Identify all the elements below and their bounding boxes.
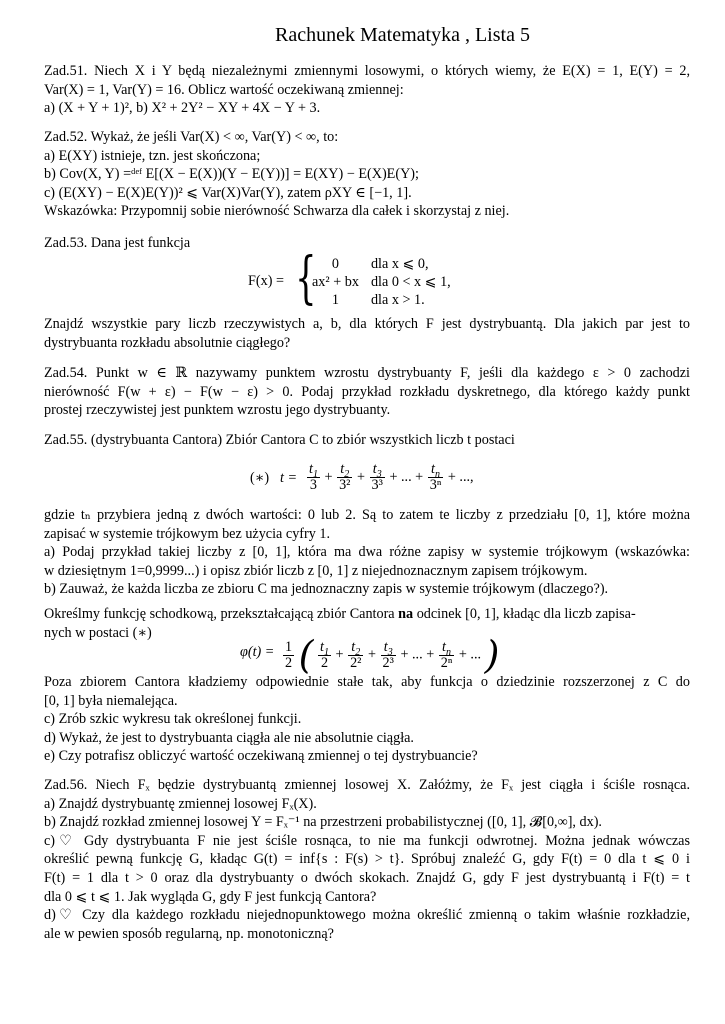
text-line: Wskazówka: Przypomnij sobie nierówność Schwarza dla całek i skorzystaj z niej. bbox=[44, 203, 510, 220]
series-tail: + ... bbox=[458, 646, 482, 663]
text-line: b) Znajdź rozkład zmiennej losowej Y = Fₓ⁻¹ na przestrzeni probabilistycznej ([0, 1], 𝓑[0,∞], dx). bbox=[44, 814, 602, 831]
cases-table bbox=[312, 255, 463, 309]
case-condition: dla x ⩽ 0, bbox=[370, 256, 429, 272]
problem-55-questions bbox=[44, 673, 690, 766]
text-line: c) (E(XY) − E(X)E(Y))² ⩽ Var(X)Var(Y), zatem ρXY ∈ [−1, 1]. bbox=[44, 184, 412, 201]
text-line: Zad.55. (dystrybuanta Cantora) Zbiór Cantora C to zbiór wszystkich liczb t postaci bbox=[44, 432, 515, 448]
text-line: a) Znajdź dystrybuantę zmiennej losowej Fₓ(X). bbox=[44, 795, 317, 812]
case-condition: dla 0 < x ⩽ 1, bbox=[370, 274, 451, 290]
text-line: w dziesiętnym 1=0,9999...) i opisz zbiór liczb z [0, 1] z niejednoznacznym zapisem trójkowym. bbox=[44, 562, 588, 579]
fraction bbox=[348, 640, 363, 671]
text-line: F(t) = 1 dla t > 0 oraz dla dystrybuanty o dwóch skokach. Znajdź G, gdy F jest dystrybuantą i F(t) = t bbox=[44, 869, 690, 886]
right-paren: ) bbox=[484, 633, 500, 677]
ellipsis: + ... + bbox=[389, 468, 424, 485]
text-line: Znajdź wszystkie pary liczb rzeczywistych a, b, dla których F jest dystrybuantą. Dla jakich par jest to bbox=[44, 316, 690, 332]
subscript: 1 bbox=[312, 468, 318, 480]
text-line: d) Wykaż, że jest to dystrybuanta ciągła ale nie absolutnie ciągła. bbox=[44, 729, 414, 746]
problem-55-text bbox=[44, 506, 690, 642]
fraction bbox=[307, 462, 320, 493]
text-line: nierówność F(w + ε) − F(w − ε) > 0. Podaj przykład rozkładu dyskretnego, dla którego każdy punkt bbox=[44, 383, 690, 400]
fraction bbox=[439, 640, 455, 671]
equation-label: (∗) bbox=[250, 470, 270, 486]
cantor-function-formula bbox=[240, 632, 500, 677]
case-condition: dla x > 1. bbox=[370, 292, 425, 308]
text-line: określić pewną funkcję G, kładąc G(t) = inf{s : F(s) > t}. Spróbuj znaleźć G, gdy F(t) = 0 dla t ⩽ 0 i bbox=[44, 851, 690, 868]
text-line: e) Czy potrafisz obliczyć wartość oczekiwaną zmiennej o tej dystrybuancie? bbox=[44, 748, 478, 765]
denominator: 3² bbox=[339, 477, 351, 493]
fraction bbox=[381, 640, 396, 671]
numerator: t bbox=[309, 461, 313, 477]
numerator: t bbox=[351, 638, 356, 655]
denominator: 2 bbox=[320, 654, 329, 671]
problem-52 bbox=[44, 128, 690, 221]
text-line: nych w postaci (∗) bbox=[44, 624, 152, 641]
text-span: odcinek [0, 1], kładąc dla liczb zapisa- bbox=[413, 605, 636, 622]
problem-55 bbox=[44, 431, 690, 450]
bold-word: na bbox=[398, 605, 414, 622]
numerator: t bbox=[442, 638, 446, 655]
text-line: dla 0 ⩽ t ⩽ 1. Jak wygląda G, gdy F jest funkcją Cantora? bbox=[44, 888, 377, 905]
subscript: 1 bbox=[323, 646, 329, 658]
text-line: prostej rzeczywistej jest punktem wzrostu jego dystrybuanty. bbox=[44, 402, 391, 419]
text-line: c)♡ Gdy dystrybuanta F nie jest ściśle rosnąca, to nie ma funkcji odwrotnej. Można jednak wówczas bbox=[44, 832, 690, 849]
ellipsis: + ... + bbox=[400, 646, 435, 663]
case-value: 0 bbox=[331, 256, 340, 272]
text-line: Var(X) = 1, Var(Y) = 16. Oblicz wartość oczekiwaną zmiennej: bbox=[44, 81, 404, 98]
denominator: 3ⁿ bbox=[429, 477, 442, 493]
text-line: a) (X + Y + 1)², b) X² + 2Y² − XY + 4X − Y + 3. bbox=[44, 100, 321, 117]
fraction bbox=[283, 640, 294, 671]
subscript: 2 bbox=[344, 468, 350, 480]
formula-lhs: F(x) = bbox=[248, 273, 284, 289]
subscript: n bbox=[434, 468, 440, 480]
denominator: 2² bbox=[350, 654, 362, 671]
page-title: Rachunek Matematyka , Lista 5 bbox=[275, 24, 530, 46]
text-line: Zad.54. Punkt w ∈ ℝ nazywamy punktem wzrostu dystrybuanty F, jeśli dla każdego ε > 0 zachodzi bbox=[44, 365, 690, 381]
denominator: 3 bbox=[309, 477, 318, 493]
formula-rhs: $\frac{1}{2}$ ( $\frac{t_1}{2}$ + $\frac{t_2}{\text{2²}}$ + $\frac{t_3}{\text{2³}}$ + ... + $\frac{t_n}{\text{2ⁿ}}$ + ... ) bbox=[285, 633, 500, 677]
text-line bbox=[44, 605, 690, 624]
series-terms: $\frac{t_1}{3}$ + $\frac{t_2}{\text{3²}}$ + $\frac{t_3}{\text{3³}}$ + ... + $\frac{t_n}{\text{3ⁿ}}$ + ..., bbox=[309, 461, 474, 493]
piecewise-formula bbox=[248, 246, 488, 311]
problem-51 bbox=[44, 62, 690, 118]
formula-lhs: t = bbox=[280, 470, 298, 486]
text-line: Zad.53. Dana jest funkcja bbox=[44, 235, 191, 251]
text-line: zapisać w systemie trójkowym bez użycia cyfry 1. bbox=[44, 525, 331, 542]
numerator: t bbox=[340, 461, 345, 477]
text-line: ale w pewien sposób regularną, np. monotoniczną? bbox=[44, 925, 334, 942]
text-line: gdzie tₙ przybiera jedną z dwóch wartości: 0 lub 2. Są to zatem te liczby z przedziału [0, 1], które można bbox=[44, 507, 690, 523]
problem-53-question bbox=[44, 315, 690, 352]
text-line: b) Cov(X, Y) =ᵈᵉᶠ E[(X − E(X))(Y − E(Y))] = E(XY) − E(X)E(Y); bbox=[44, 166, 419, 183]
subscript: n bbox=[446, 646, 451, 658]
denominator: 2ⁿ bbox=[440, 654, 453, 671]
subscript: 3 bbox=[376, 468, 382, 480]
text-line: a) E(XY) istnieje, tzn. jest skończona; bbox=[44, 147, 261, 164]
case-value: ax² + bx bbox=[312, 274, 359, 290]
fraction bbox=[370, 462, 385, 493]
fraction bbox=[318, 640, 331, 671]
denominator: 3³ bbox=[371, 477, 383, 493]
formula-lhs: φ(t) = bbox=[240, 644, 275, 660]
text-line: Zad.56. Niech Fₓ będzie dystrybuantą zmiennej losowej X. Załóżmy, że Fₓ jest ciągła i ściśle rosnąca. bbox=[44, 777, 690, 793]
text-line: b) Zauważ, że każda liczba ze zbioru C ma jednoznaczny zapis w systemie trójkowym (dlaczego?). bbox=[44, 581, 609, 598]
text-line: c) Zrób szkic wykresu tak określonej funkcji. bbox=[44, 711, 302, 728]
numerator: 1 bbox=[285, 638, 293, 655]
problem-56 bbox=[44, 776, 690, 943]
text-line: Zad.52. Wykaż, że jeśli Var(X) < ∞, Var(Y) < ∞, to: bbox=[44, 129, 339, 145]
numerator: t bbox=[372, 461, 377, 477]
text-span: Określmy funkcję schodkową, przekształcającą zbiór Cantora bbox=[44, 605, 399, 622]
subscript: 2 bbox=[355, 646, 361, 658]
denominator: 2³ bbox=[382, 654, 394, 671]
denominator: 2 bbox=[285, 654, 293, 671]
numerator: t bbox=[383, 638, 388, 655]
text-line: a) Podaj przykład takiej liczby z [0, 1], która ma dwa różne zapisy w systemie trójkowym (wskazówka: bbox=[44, 544, 690, 561]
case-value: 1 bbox=[331, 292, 340, 308]
text-line: [0, 1] była niemalejąca. bbox=[44, 692, 178, 709]
series-tail: + ..., bbox=[447, 468, 474, 485]
fraction bbox=[428, 462, 444, 493]
left-brace: { bbox=[295, 246, 317, 311]
numerator: t bbox=[431, 461, 435, 477]
text-line: dystrybuanta rozkładu absolutnie ciągłego? bbox=[44, 334, 291, 351]
left-paren: ( bbox=[298, 633, 314, 677]
text-line: Poza zbiorem Cantora kładziemy odpowiednie stałe tak, aby funkcja o dziedzinie rozszerzonej z C do bbox=[44, 674, 690, 690]
problem-54 bbox=[44, 364, 690, 420]
subscript: 3 bbox=[387, 646, 393, 658]
problem-53 bbox=[44, 234, 690, 253]
cantor-series-formula bbox=[250, 460, 510, 500]
fraction bbox=[337, 462, 352, 493]
numerator: t bbox=[320, 638, 324, 655]
text-line: d)♡ Czy dla każdego rozkładu niejednopunktowego można określić zmienną o takim właśnie rozkładzie, bbox=[44, 907, 690, 924]
text-line: Zad.51. Niech X i Y będą niezależnymi zmiennymi losowymi, o których wiemy, że E(X) = 1, E(Y) = 2, bbox=[44, 63, 690, 79]
